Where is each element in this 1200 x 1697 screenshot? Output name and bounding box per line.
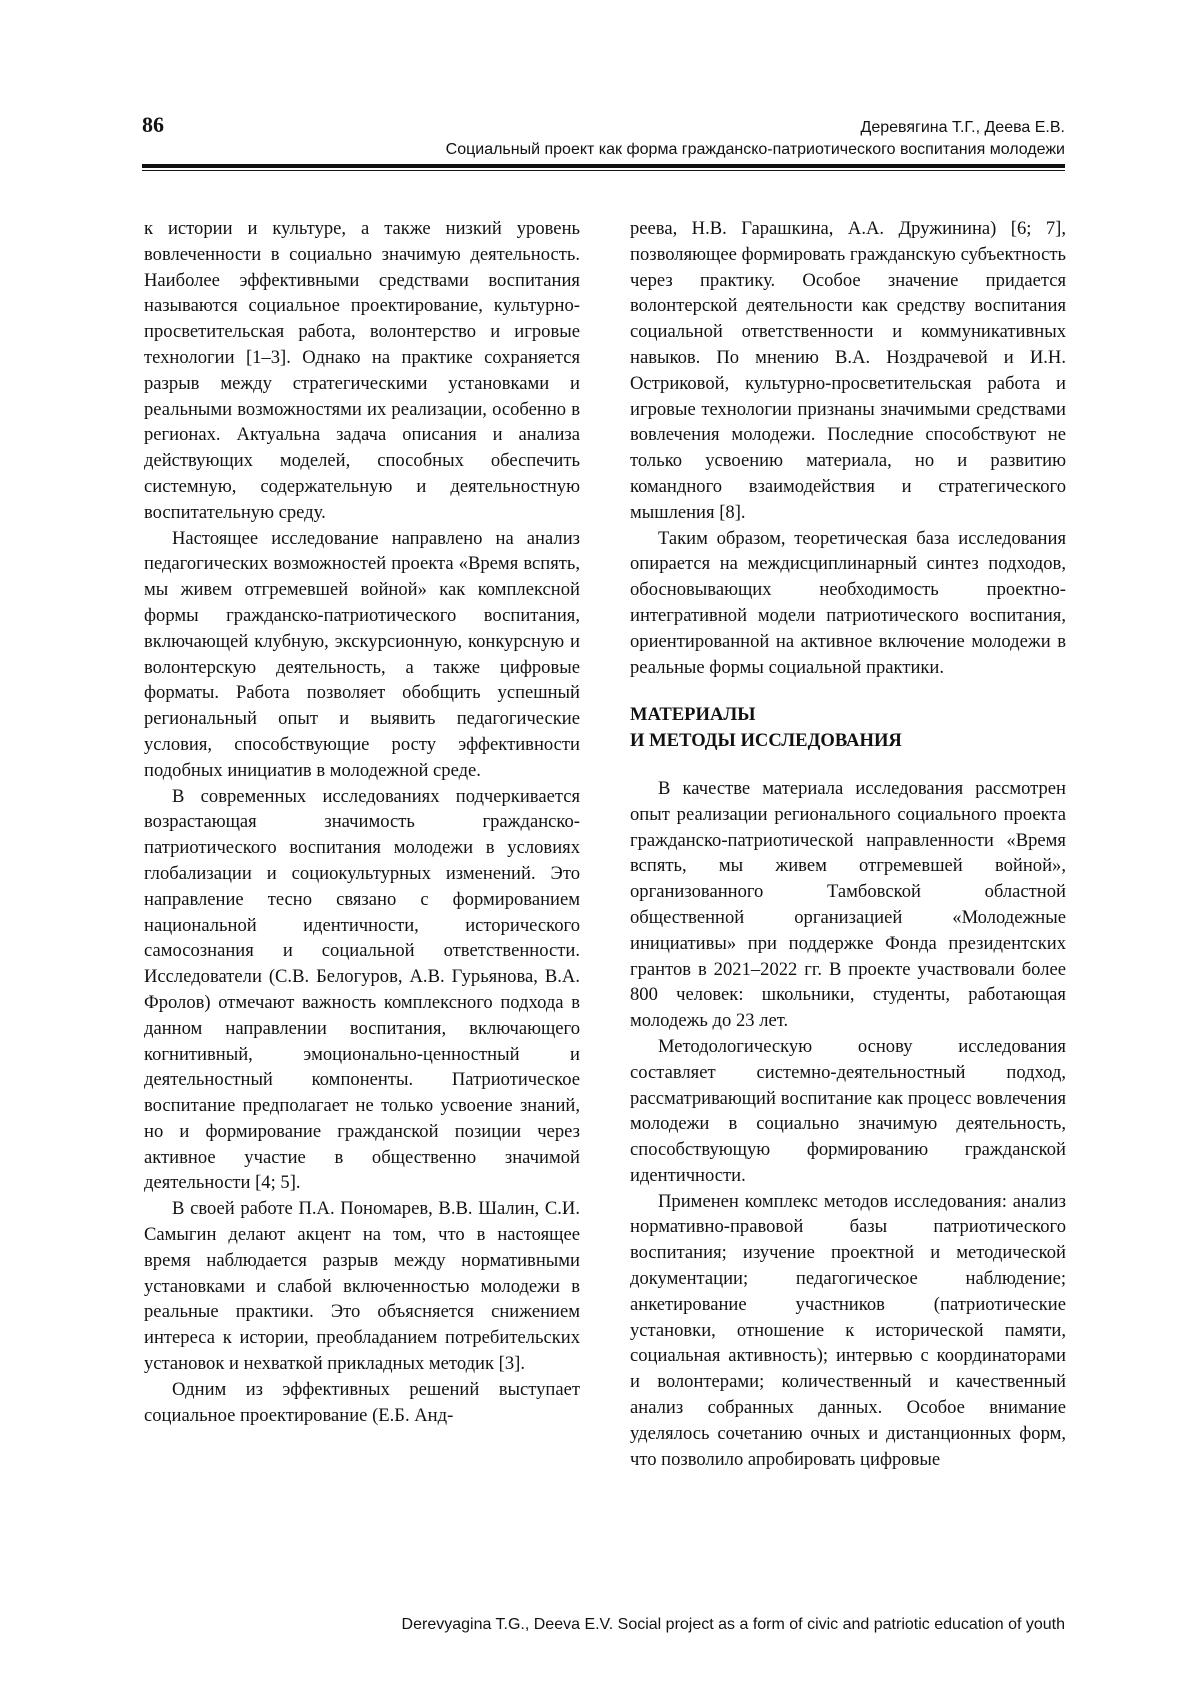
section-heading-line: И МЕТОДЫ ИССЛЕДОВАНИЯ — [630, 730, 902, 752]
page-footer: Derevyagina T.G., Deeva E.V. Social project as a form of civic and patriotic education of youth — [401, 1616, 1065, 1633]
paragraph: Методологическую основу исследования составляет системно-деятельностный подход, рассматривающий воспитание как процесс вовлечения молодежи в социально значимую деятельность, способствующую формированию гражданской идентичности. — [630, 1035, 1066, 1186]
paragraph: В качестве материала исследования рассмотрен опыт реализации регионального социального проекта гражданско-патриотической направленности «Время вспять, мы живем отгремевшей войной», организованного Тамбовской областной общественной организацией «Молодежные инициативы» при поддержке Фонда президентских грантов в 2021–2022 гг. В проекте участвовали более 800 человек: школьники, студенты, работающая молодежь до 23 лет. — [630, 777, 1066, 1032]
header-rule-thick — [142, 164, 1065, 168]
header-rule-thin — [142, 170, 1065, 171]
right-column — [630, 216, 1066, 1472]
paragraph: Одним из эффективных решений выступает социальное проектирование (Е.Б. Анд- — [144, 1378, 580, 1426]
left-column — [144, 216, 580, 1428]
section-heading — [630, 702, 1066, 754]
page-header — [142, 112, 1065, 170]
paragraph: реева, Н.В. Гарашкина, А.А. Дружинина) [6; 7], позволяющее формировать гражданскую субъектность через практику. Особое значение придается волонтерской деятельности как средству воспитания социальной ответственности и коммуникативных навыков. По мнению В.А. Ноздрачевой и И.Н. Остриковой, культурно-просветительская работа и игровые технологии признаны значимыми средствами вовлечения молодежи. Последние способствуют не только усвоению материала, но и развитию командного взаимодействия и стратегического мышления [8]. — [630, 218, 1066, 523]
paragraph: Применен комплекс методов исследования: анализ нормативно-правовой базы патриотического воспитания; изучение проектной и методической документации; педагогическое наблюдение; анкетирование участников (патриотические установки, отношение к исторической памяти, социальная активность); интервью с координаторами и волонтерами; количественный и качественный анализ собранных данных. Особое внимание уделялось сочетанию очных и дистанционных форм, что позволило апробировать цифровые — [630, 1190, 1066, 1470]
paragraph: В современных исследованиях подчеркивается возрастающая значимость гражданско-патриотического воспитания молодежи в условиях глобализации и социокультурных изменений. Это направление тесно связано с формированием национальной идентичности, исторического самосознания и социальной ответственности. Исследователи (С.В. Белогуров, А.В. Гурьянова, В.А. Фролов) отмечают важность комплексного подхода в данном направлении воспитания, включающего когнитивный, эмоционально-ценностный и деятельностный компоненты. Патриотическое воспитание предполагает не только усвоение знаний, но и формирование гражданской позиции через активное участие в общественно значимой деятельности [4; 5]. — [144, 785, 580, 1194]
header-authors: Деревягина Т.Г., Деева Е.В. — [860, 119, 1065, 136]
section-heading-line: МАТЕРИАЛЫ — [630, 704, 756, 726]
running-title: Социальный проект как форма гражданско-патриотического воспитания молодежи — [445, 141, 1065, 158]
page-number: 86 — [142, 112, 164, 137]
paragraph: Таким образом, теоретическая база исследования опирается на междисциплинарный синтез подходов, обосновывающих необходимость проектно-интегративной модели патриотического воспитания, ориентированной на активное включение молодежи в реальные формы социальной практики. — [630, 527, 1066, 678]
paragraph: В своей работе П.А. Пономарев, В.В. Шалин, С.И. Самыгин делают акцент на том, что в настоящее время наблюдается разрыв между нормативными установками и слабой включенностью молодежи в реальные практики. Это объясняется снижением интереса к истории, преобладанием потребительских установок и нехваткой прикладных методик [3]. — [144, 1198, 580, 1375]
paragraph: к истории и культуре, а также низкий уровень вовлеченности в социально значимую деятельность. Наиболее эффективными средствами воспитания называются социальное проектирование, культурно-просветительская работа, волонтерство и игровые технологии [1–3]. Однако на практике сохраняется разрыв между стратегическими установками и реальными возможностями их реализации, особенно в регионах. Актуальна задача описания и анализа действующих моделей, способных обеспечить системную, содержательную и деятельностную воспитательную среду. — [144, 218, 580, 523]
paragraph: Настоящее исследование направлено на анализ педагогических возможностей проекта «Время вспять, мы живем отгремевшей войной» как комплексной формы гражданско-патриотического воспитания, включающей клубную, экскурсионную, конкурсную и волонтерскую деятельность, а также цифровые форматы. Работа позволяет обобщить успешный региональный опыт и выявить педагогические условия, способствующие росту эффективности подобных инициатив в молодежной среде. — [144, 527, 580, 781]
